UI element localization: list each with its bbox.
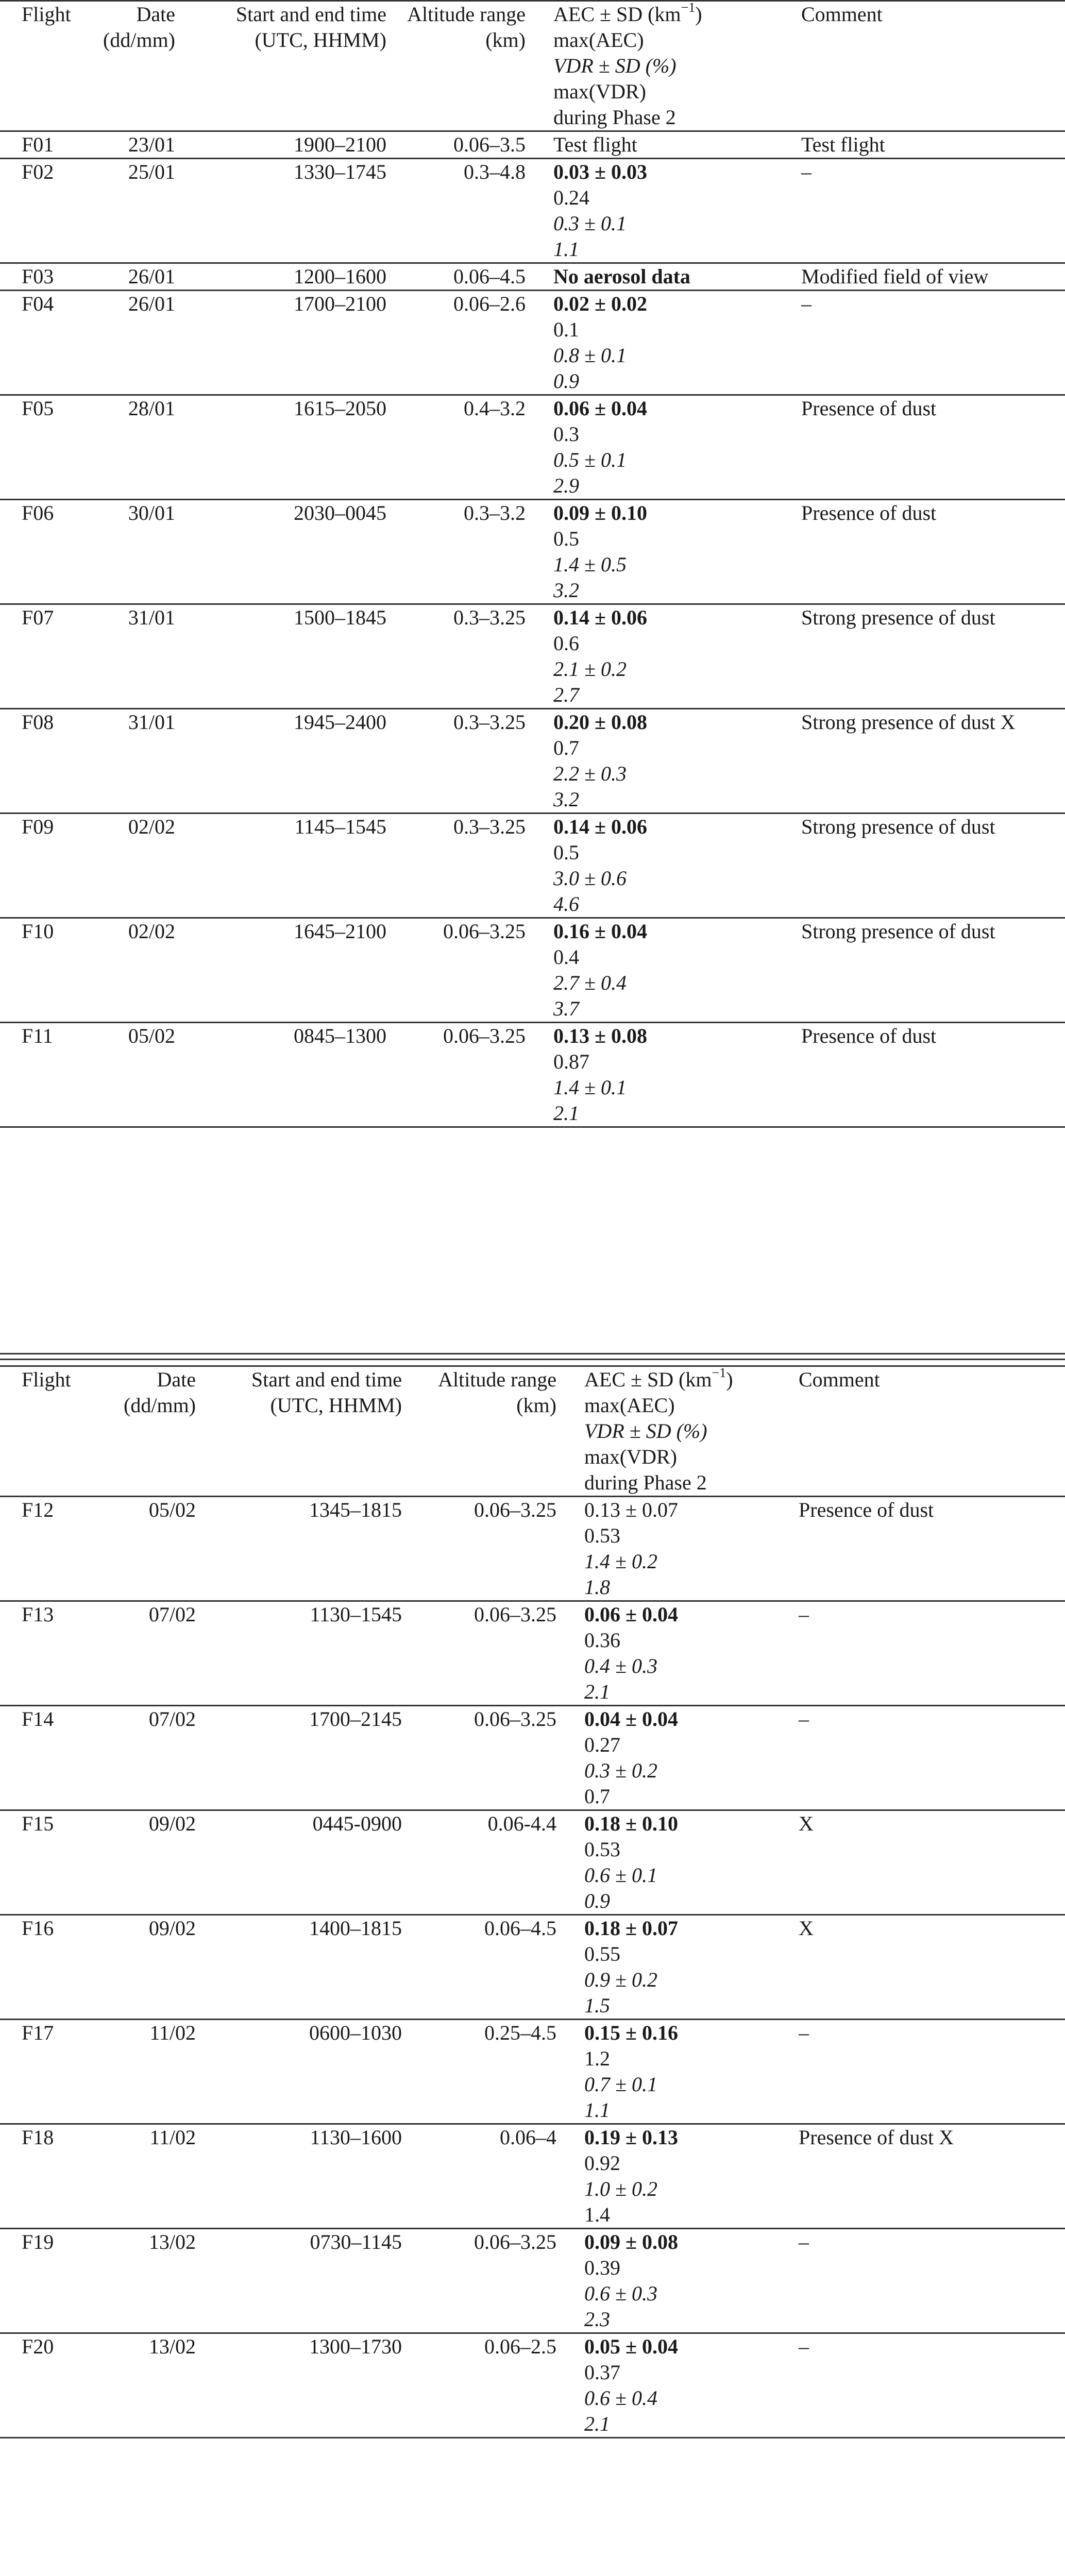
cell-altitude: 0.06–4.5 [453, 265, 526, 288]
cell-comment: Test flight [801, 133, 885, 156]
cell-date: 07/02 [148, 1707, 196, 1731]
cell-time: 1330–1745 [294, 160, 386, 183]
cell-altitude: 0.06–2.6 [453, 292, 526, 315]
cell-altitude: 0.4–3.2 [464, 397, 526, 420]
cell-date: 02/02 [128, 815, 175, 838]
cell-altitude: 0.3–3.25 [453, 815, 526, 838]
cell-date: 31/01 [128, 710, 175, 734]
cell-date: 26/01 [128, 265, 175, 288]
cell-altitude: 0.06-4.4 [487, 1812, 556, 1835]
cell-aec-vdr: 0.06 ± 0.04 0.36 0.4 ± 0.3 2.1 [584, 1603, 678, 1703]
cell-aec-vdr: 0.05 ± 0.04 0.37 0.6 ± 0.4 2.1 [584, 2335, 678, 2435]
cell-altitude: 0.3–3.25 [453, 710, 526, 734]
cell-flight: F02 [22, 160, 54, 183]
flight-table-bottom [0, 1365, 1065, 2438]
cell-flight: F19 [22, 2230, 54, 2253]
cell-aec-vdr: 0.03 ± 0.03 0.24 0.3 ± 0.1 1.1 [553, 160, 647, 261]
cell-comment: Presence of dust X [799, 2126, 954, 2149]
cell-altitude: 0.06–3.25 [474, 2230, 556, 2253]
cell-comment: Strong presence of dust [801, 815, 995, 838]
cell-date: 09/02 [148, 1917, 196, 1940]
cell-time: 1145–1545 [294, 815, 386, 838]
table-row [0, 1706, 1065, 1810]
table-row [0, 2333, 1065, 2438]
cell-aec-vdr: 0.18 ± 0.10 0.53 0.6 ± 0.1 0.9 [584, 1812, 678, 1912]
table-row [0, 918, 1065, 1023]
cell-altitude: 0.06–3.5 [453, 133, 526, 156]
cell-altitude: 0.06–3.25 [443, 1024, 526, 1047]
cell-comment: X [799, 1812, 814, 1835]
cell-aec-vdr: No aerosol data [553, 265, 690, 288]
table-row [0, 1915, 1065, 2020]
cell-time: 1945–2400 [294, 710, 386, 734]
cell-time: 2030–0045 [294, 501, 386, 524]
cell-flight: F06 [22, 501, 54, 524]
cell-altitude: 0.06–3.25 [474, 1707, 556, 1731]
cell-comment: – [799, 1603, 809, 1626]
cell-flight: F13 [22, 1603, 54, 1626]
cell-comment: Presence of dust [799, 1498, 934, 1521]
cell-flight: F12 [22, 1498, 54, 1521]
header-comment: Comment [801, 3, 883, 26]
table-row [0, 2020, 1065, 2124]
cell-comment: – [799, 2021, 809, 2044]
cell-time: 1700–2100 [294, 292, 386, 315]
cell-altitude: 0.06–3.25 [474, 1603, 556, 1626]
cell-altitude: 0.3–4.8 [464, 160, 526, 183]
cell-comment: Presence of dust [801, 501, 937, 524]
cell-flight: F03 [22, 265, 54, 288]
cell-flight: F17 [22, 2021, 54, 2044]
cell-date: 05/02 [148, 1498, 196, 1521]
header-aec-vdr: AEC ± SD $(km^{-1})$ max(AEC) VDR ± SD (%) max(VDR) during Phase 2 [553, 0, 702, 129]
cell-date: 05/02 [128, 1024, 175, 1047]
cell-comment: – [799, 2230, 809, 2253]
cell-comment: – [801, 160, 812, 183]
cell-altitude: 0.06–3.25 [474, 1498, 556, 1521]
cell-comment: – [799, 2335, 809, 2358]
cell-time: 1300–1730 [309, 2335, 402, 2358]
table-row [0, 814, 1065, 918]
cell-time: 1200–1600 [294, 265, 386, 288]
table-row [0, 291, 1065, 395]
cell-comment: Presence of dust [801, 397, 937, 420]
cell-date: 25/01 [128, 160, 175, 183]
cell-date: 23/01 [128, 133, 175, 156]
cell-aec-vdr: 0.20 ± 0.08 0.7 2.2 ± 0.3 3.2 [553, 710, 647, 811]
table-row [0, 395, 1065, 500]
cell-time: 1645–2100 [294, 920, 386, 943]
cell-date: 07/02 [148, 1603, 196, 1626]
cell-aec-vdr: 0.16 ± 0.04 0.4 2.7 ± 0.4 3.7 [553, 920, 647, 1020]
cell-aec-vdr: 0.13 ± 0.07 0.53 1.4 ± 0.2 1.8 [584, 1498, 678, 1599]
cell-comment: Modified field of view [801, 265, 989, 288]
cell-comment: Strong presence of dust [801, 920, 995, 943]
cell-altitude: 0.06–3.25 [443, 920, 526, 943]
cell-date: 30/01 [128, 501, 175, 524]
cell-time: 1615–2050 [294, 397, 386, 420]
table-header-row [0, 1366, 1065, 1497]
cell-flight: F16 [22, 1917, 54, 1940]
cell-date: 26/01 [128, 292, 175, 315]
cell-altitude: 0.3–3.2 [464, 501, 526, 524]
cell-time: 1400–1815 [309, 1917, 402, 1940]
cell-flight: F09 [22, 815, 54, 838]
table-row [0, 2124, 1065, 2229]
table-row [0, 709, 1065, 814]
cell-aec-vdr: 0.15 ± 0.16 1.2 0.7 ± 0.1 1.1 [584, 2021, 678, 2122]
cell-aec-vdr: 0.18 ± 0.07 0.55 0.9 ± 0.2 1.5 [584, 1917, 678, 2017]
cell-altitude: 0.25–4.5 [484, 2021, 556, 2044]
cell-time: 0845–1300 [294, 1024, 386, 1047]
cell-time: 1700–2145 [309, 1707, 402, 1731]
cell-flight: F18 [22, 2126, 54, 2149]
cell-flight: F05 [22, 397, 54, 420]
header-date: Date (dd/mm) [103, 3, 175, 52]
header-aec-vdr: AEC ± SD $(km^{-1})$ max(AEC) VDR ± SD (%) max(VDR) during Phase 2 [584, 1365, 733, 1494]
cell-aec-vdr: Test flight [553, 133, 637, 156]
table-row [0, 1810, 1065, 1915]
cell-time: 0600–1030 [309, 2021, 402, 2044]
cell-aec-vdr: 0.13 ± 0.08 0.87 1.4 ± 0.1 2.1 [553, 1024, 647, 1125]
cell-flight: F11 [22, 1024, 53, 1047]
cell-aec-vdr: 0.04 ± 0.04 0.27 0.3 ± 0.2 0.7 [584, 1707, 678, 1808]
cell-altitude: 0.3–3.25 [453, 606, 526, 629]
table-row [0, 159, 1065, 263]
cell-time: 1345–1815 [309, 1498, 402, 1521]
table-row [0, 604, 1065, 709]
header-date: Date (dd/mm) [124, 1368, 196, 1417]
cell-flight: F08 [22, 710, 54, 734]
cell-aec-vdr: 0.06 ± 0.04 0.3 0.5 ± 0.1 2.9 [553, 397, 647, 497]
cell-comment: – [801, 292, 812, 315]
cell-aec-vdr: 0.02 ± 0.02 0.1 0.8 ± 0.1 0.9 [553, 292, 647, 393]
header-comment: Comment [799, 1368, 880, 1391]
table-row [0, 131, 1065, 159]
cell-time: 0445-0900 [312, 1812, 402, 1835]
cell-date: 13/02 [148, 2230, 196, 2253]
cell-aec-vdr: 0.19 ± 0.13 0.92 1.0 ± 0.2 1.4 [584, 2126, 678, 2226]
cell-time: 1130–1545 [310, 1603, 402, 1626]
cell-time: 1130–1600 [310, 2126, 402, 2149]
table-row [0, 1601, 1065, 1706]
table-row [0, 1497, 1065, 1601]
header-time: Start and end time (UTC, HHMM) [251, 1368, 402, 1417]
cell-comment: – [799, 1707, 809, 1731]
cell-flight: F07 [22, 606, 54, 629]
header-time: Start and end time (UTC, HHMM) [235, 3, 386, 52]
cell-date: 11/02 [149, 2126, 196, 2149]
cell-time: 1900–2100 [294, 133, 386, 156]
cell-aec-vdr: 0.09 ± 0.10 0.5 1.4 ± 0.5 3.2 [553, 501, 647, 602]
cell-time: 0730–1145 [310, 2230, 402, 2253]
cell-altitude: 0.06–4.5 [484, 1917, 556, 1940]
cell-comment: Presence of dust [801, 1024, 937, 1047]
table-split-double-rule [0, 1353, 1065, 1360]
cell-time: 1500–1845 [294, 606, 386, 629]
cell-date: 02/02 [128, 920, 175, 943]
cell-comment: X [799, 1917, 814, 1940]
cell-date: 13/02 [148, 2335, 196, 2358]
cell-flight: F15 [22, 1812, 54, 1835]
cell-date: 11/02 [149, 2021, 196, 2044]
cell-date: 31/01 [128, 606, 175, 629]
cell-altitude: 0.06–2.5 [484, 2335, 556, 2358]
cell-date: 28/01 [128, 397, 175, 420]
table-header-row [0, 1, 1065, 131]
cell-comment: Strong presence of dust [801, 606, 995, 629]
cell-altitude: 0.06–4 [500, 2126, 556, 2149]
table-row [0, 500, 1065, 604]
cell-aec-vdr: 0.09 ± 0.08 0.39 0.6 ± 0.3 2.3 [584, 2230, 678, 2331]
cell-aec-vdr: 0.14 ± 0.06 0.5 3.0 ± 0.6 4.6 [553, 815, 647, 916]
cell-flight: F04 [22, 292, 54, 315]
header-flight: Flight [22, 1368, 71, 1391]
cell-aec-vdr: 0.14 ± 0.06 0.6 2.1 ± 0.2 2.7 [553, 606, 647, 706]
table-row [0, 1023, 1065, 1127]
table-row [0, 263, 1065, 291]
header-flight: Flight [22, 3, 71, 26]
header-altitude: Altitude range (km) [438, 1368, 556, 1417]
table-row [0, 2229, 1065, 2333]
cell-flight: F14 [22, 1707, 54, 1731]
header-altitude: Altitude range (km) [407, 3, 526, 52]
cell-flight: F10 [22, 920, 54, 943]
cell-flight: F20 [22, 2335, 54, 2358]
cell-flight: F01 [22, 133, 54, 156]
cell-comment: Strong presence of dust X [801, 710, 1016, 734]
cell-date: 09/02 [148, 1812, 196, 1835]
flight-table-top [0, 0, 1065, 1128]
